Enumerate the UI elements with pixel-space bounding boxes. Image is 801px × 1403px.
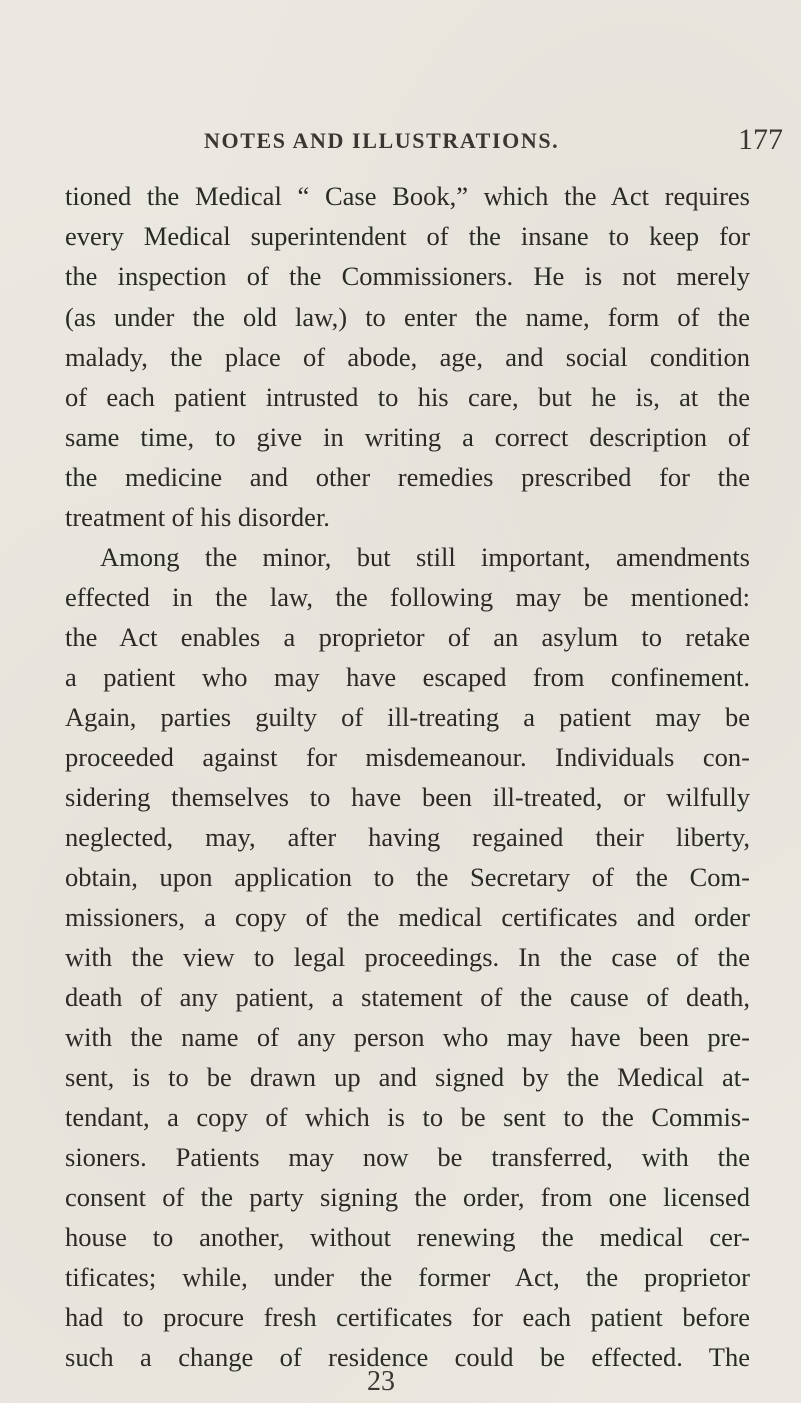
- text-line: effected in the law, the following may be mentioned:: [65, 582, 750, 612]
- text-line: the medicine and other remedies prescribed for the: [65, 462, 750, 492]
- text-line: sioners. Patients may now be transferred, with the: [65, 1142, 750, 1172]
- page-number: 177: [738, 123, 783, 156]
- text-line: the Act enables a proprietor of an asylum to retake: [65, 622, 750, 652]
- text-line: with the view to legal proceedings. In the case of the: [65, 942, 750, 972]
- text-line: tendant, a copy of which is to be sent to the Commis-: [65, 1102, 750, 1132]
- text-line: proceeded against for misdemeanour. Individuals con-: [65, 742, 750, 772]
- text-line: the inspection of the Commissioners. He is not merely: [65, 261, 750, 291]
- text-line: every Medical superintendent of the insane to keep for: [65, 221, 750, 251]
- text-line: tioned the Medical “ Case Book,” which the Act requires: [65, 181, 750, 211]
- text-line: of each patient intrusted to his care, but he is, at the: [65, 382, 750, 412]
- text-line: malady, the place of abode, age, and social condition: [65, 342, 750, 372]
- text-line: house to another, without renewing the medical cer-: [65, 1222, 750, 1252]
- text-line: Again, parties guilty of ill-treating a patient may be: [65, 702, 750, 732]
- text-line: sidering themselves to have been ill-treated, or wilfully: [65, 782, 750, 812]
- running-title: NOTES AND ILLUSTRATIONS.: [204, 128, 560, 153]
- signature-mark: 23: [367, 1366, 395, 1397]
- text-line: neglected, may, after having regained their liberty,: [65, 822, 750, 852]
- text-line: (as under the old law,) to enter the name, form of the: [65, 302, 750, 332]
- text-line: tificates; while, under the former Act, the proprietor: [65, 1262, 750, 1292]
- text-line: Among the minor, but still important, amendments: [100, 542, 750, 572]
- text-line: with the name of any person who may have been pre-: [65, 1022, 750, 1052]
- text-line: death of any patient, a statement of the cause of death,: [65, 982, 750, 1012]
- text-line: same time, to give in writing a correct description of: [65, 422, 750, 452]
- text-line: treatment of his disorder.: [65, 502, 330, 532]
- text-line: missioners, a copy of the medical certificates and order: [65, 902, 750, 932]
- text-line: a patient who may have escaped from confinement.: [65, 662, 750, 692]
- text-line: sent, is to be drawn up and signed by the Medical at-: [65, 1062, 750, 1092]
- text-line: such a change of residence could be effected. The: [65, 1342, 750, 1372]
- text-line: consent of the party signing the order, from one licensed: [65, 1182, 750, 1212]
- text-line: obtain, upon application to the Secretary of the Com-: [65, 862, 750, 892]
- text-line: had to procure fresh certificates for each patient before: [65, 1302, 750, 1332]
